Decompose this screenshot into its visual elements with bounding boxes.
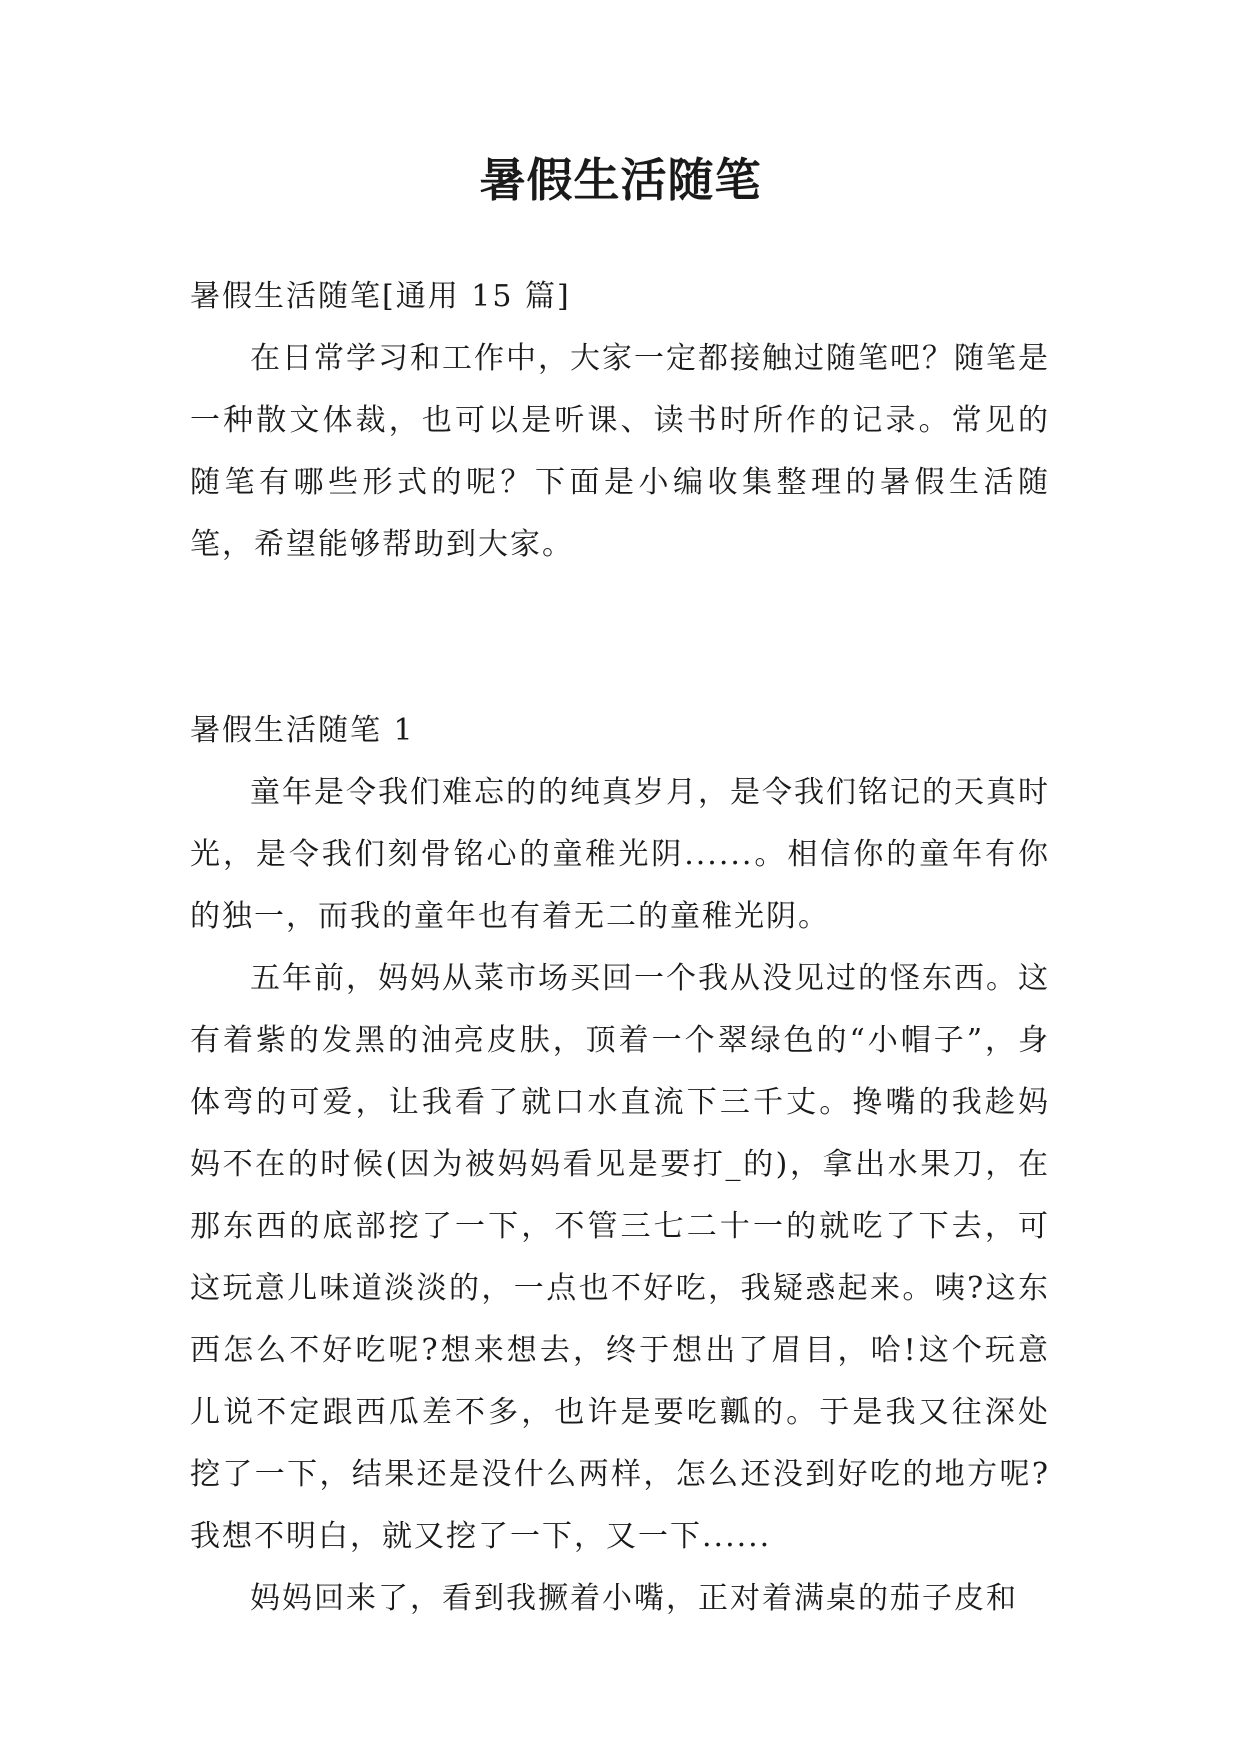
document-subtitle: 暑假生活随笔[通用 15 篇] <box>190 279 571 314</box>
document-body <box>190 266 1050 1630</box>
intro-paragraph: 在日常学习和工作中，大家一定都接触过随笔吧？随笔是一种散文体裁，也可以是听课、读书时所作的记录。常见的随笔有哪些形式的呢？下面是小编收集整理的暑假生活随笔，希望能够帮助到大家。 <box>190 341 1050 562</box>
body-paragraph: 妈妈回来了，看到我撅着小嘴，正对着满桌的茄子皮和 <box>250 1581 1018 1616</box>
section-spacer <box>190 576 1050 700</box>
body-paragraph: 五年前，妈妈从菜市场买回一个我从没见过的怪东西。这有着紫的发黑的油亮皮肤，顶着一个翠绿色的“小帽子”，身体弯的可爱，让我看了就口水直流下三千丈。搀嘴的我趁妈妈不在的时候(因为被妈妈看见是要打_的)，拿出水果刀，在那东西的底部挖了一下，不管三七二十一的就吃了下去，可这玩意儿味道淡淡的，一点也不好吃，我疑惑起来。咦?这东西怎么不好吃呢?想来想去，终于想出了眉目，哈!这个玩意儿说不定跟西瓜差不多，也许是要吃瓤的。于是我又往深处挖了一下，结果还是没什么两样，怎么还没到好吃的地方呢?我想不明白，就又挖了一下，又一下...... <box>190 961 1050 1554</box>
section-heading: 暑假生活随笔 1 <box>190 713 415 748</box>
body-paragraph: 童年是令我们难忘的的纯真岁月，是令我们铭记的天真时光，是令我们刻骨铭心的童稚光阴......。相信你的童年有你的独一，而我的童年也有着无二的童稚光阴。 <box>190 775 1050 934</box>
document-title: 暑假生活随笔 <box>479 153 762 207</box>
